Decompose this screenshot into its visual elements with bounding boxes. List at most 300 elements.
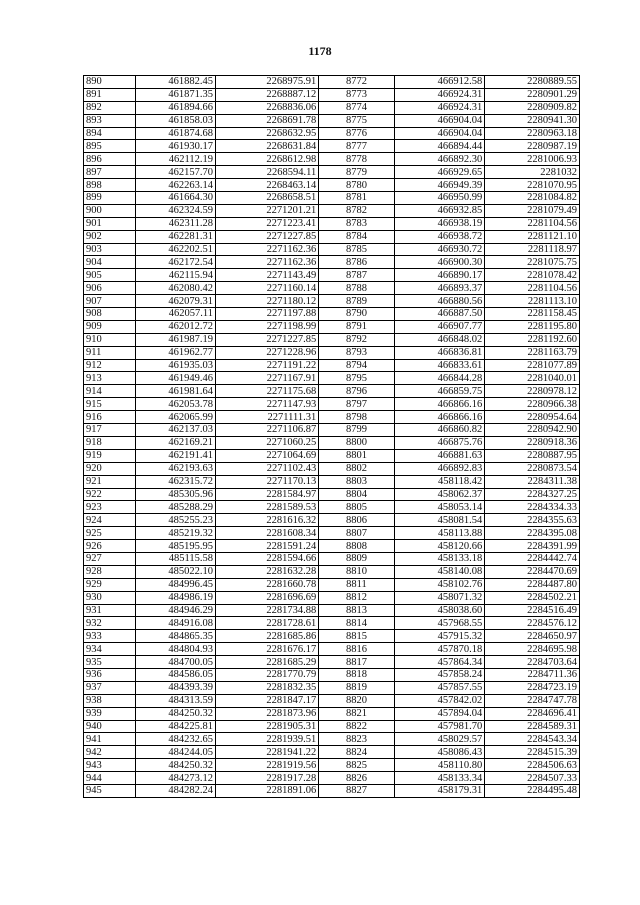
point-number-left: 934 [84, 643, 136, 656]
y-coordinate-left: 2268594.11 [215, 166, 318, 179]
x-coordinate-right: 466848.02 [394, 333, 484, 346]
table-row [84, 153, 580, 166]
point-number-right: 8804 [319, 488, 395, 501]
table-row [84, 565, 580, 578]
y-coordinate-left: 2271227.85 [215, 230, 318, 243]
point-number-right: 8787 [319, 269, 395, 282]
x-coordinate-left: 484273.12 [136, 772, 216, 785]
table-row [84, 88, 580, 101]
y-coordinate-right: 2281118.97 [485, 243, 580, 256]
x-coordinate-right: 466924.31 [394, 88, 484, 101]
y-coordinate-right: 2281163.79 [485, 346, 580, 359]
x-coordinate-left: 485255.23 [136, 514, 216, 527]
point-number-right: 8781 [319, 192, 395, 205]
y-coordinate-right: 2281032 [485, 166, 580, 179]
table-row [84, 475, 580, 488]
y-coordinate-left: 2281847.17 [215, 694, 318, 707]
table-row [84, 256, 580, 269]
table-row [84, 308, 580, 321]
point-number-right: 8809 [319, 552, 395, 565]
point-number-right: 8818 [319, 668, 395, 681]
x-coordinate-left: 484946.29 [136, 604, 216, 617]
x-coordinate-right: 466887.50 [394, 308, 484, 321]
x-coordinate-right: 466892.30 [394, 153, 484, 166]
y-coordinate-right: 2284395.08 [485, 527, 580, 540]
y-coordinate-right: 2280887.95 [485, 449, 580, 462]
table-row [84, 514, 580, 527]
table-row [84, 449, 580, 462]
point-number-left: 895 [84, 140, 136, 153]
x-coordinate-right: 466929.65 [394, 166, 484, 179]
x-coordinate-left: 462137.03 [136, 424, 216, 437]
y-coordinate-right: 2281195.80 [485, 320, 580, 333]
x-coordinate-right: 457842.02 [394, 694, 484, 707]
y-coordinate-right: 2284703.64 [485, 656, 580, 669]
coordinates-table-body [84, 76, 580, 798]
x-coordinate-left: 461894.66 [136, 101, 216, 114]
x-coordinate-right: 466880.56 [394, 295, 484, 308]
point-number-right: 8789 [319, 295, 395, 308]
y-coordinate-left: 2281660.78 [215, 578, 318, 591]
x-coordinate-right: 458179.31 [394, 784, 484, 797]
point-number-left: 924 [84, 514, 136, 527]
x-coordinate-left: 484313.59 [136, 694, 216, 707]
x-coordinate-left: 461935.03 [136, 359, 216, 372]
y-coordinate-left: 2271201.21 [215, 204, 318, 217]
y-coordinate-right: 2280978.12 [485, 385, 580, 398]
point-number-left: 910 [84, 333, 136, 346]
point-number-right: 8807 [319, 527, 395, 540]
x-coordinate-right: 457870.18 [394, 643, 484, 656]
table-row [84, 192, 580, 205]
x-coordinate-right: 458118.42 [394, 475, 484, 488]
x-coordinate-right: 466894.44 [394, 140, 484, 153]
y-coordinate-left: 2271191.22 [215, 359, 318, 372]
y-coordinate-left: 2268691.78 [215, 114, 318, 127]
x-coordinate-left: 462157.70 [136, 166, 216, 179]
y-coordinate-left: 2281589.53 [215, 501, 318, 514]
y-coordinate-left: 2281905.31 [215, 720, 318, 733]
y-coordinate-right: 2284589.31 [485, 720, 580, 733]
y-coordinate-right: 2281040.01 [485, 372, 580, 385]
y-coordinate-left: 2268463.14 [215, 179, 318, 192]
table-row [84, 488, 580, 501]
y-coordinate-left: 2281696.69 [215, 591, 318, 604]
table-row [84, 591, 580, 604]
point-number-left: 902 [84, 230, 136, 243]
y-coordinate-right: 2281158.45 [485, 308, 580, 321]
x-coordinate-right: 458133.34 [394, 772, 484, 785]
table-row [84, 772, 580, 785]
x-coordinate-right: 466912.58 [394, 76, 484, 89]
point-number-right: 8797 [319, 398, 395, 411]
point-number-left: 937 [84, 681, 136, 694]
point-number-left: 909 [84, 320, 136, 333]
x-coordinate-right: 466893.37 [394, 282, 484, 295]
point-number-left: 908 [84, 308, 136, 321]
point-number-left: 891 [84, 88, 136, 101]
table-row [84, 385, 580, 398]
x-coordinate-right: 458086.43 [394, 746, 484, 759]
y-coordinate-left: 2268632.95 [215, 127, 318, 140]
x-coordinate-right: 466924.31 [394, 101, 484, 114]
point-number-right: 8802 [319, 462, 395, 475]
point-number-left: 945 [84, 784, 136, 797]
y-coordinate-right: 2284391.99 [485, 540, 580, 553]
point-number-right: 8822 [319, 720, 395, 733]
point-number-right: 8773 [319, 88, 395, 101]
x-coordinate-left: 484586.05 [136, 668, 216, 681]
point-number-right: 8826 [319, 772, 395, 785]
page-number: 1178 [308, 44, 332, 58]
y-coordinate-left: 2268975.91 [215, 76, 318, 89]
x-coordinate-left: 461871.35 [136, 88, 216, 101]
y-coordinate-right: 2280918.36 [485, 436, 580, 449]
point-number-left: 925 [84, 527, 136, 540]
x-coordinate-left: 462311.28 [136, 217, 216, 230]
table-row [84, 295, 580, 308]
x-coordinate-right: 466881.63 [394, 449, 484, 462]
table-row [84, 643, 580, 656]
y-coordinate-right: 2284695.98 [485, 643, 580, 656]
point-number-right: 8819 [319, 681, 395, 694]
y-coordinate-left: 2281584.97 [215, 488, 318, 501]
point-number-left: 916 [84, 411, 136, 424]
x-coordinate-left: 461874.68 [136, 127, 216, 140]
y-coordinate-right: 2284515.39 [485, 746, 580, 759]
point-number-right: 8775 [319, 114, 395, 127]
x-coordinate-right: 466844.28 [394, 372, 484, 385]
y-coordinate-right: 2284311.38 [485, 475, 580, 488]
point-number-left: 928 [84, 565, 136, 578]
y-coordinate-left: 2271223.41 [215, 217, 318, 230]
point-number-left: 911 [84, 346, 136, 359]
y-coordinate-right: 2284487.80 [485, 578, 580, 591]
point-number-left: 890 [84, 76, 136, 89]
x-coordinate-right: 458102.76 [394, 578, 484, 591]
point-number-right: 8815 [319, 630, 395, 643]
point-number-right: 8796 [319, 385, 395, 398]
y-coordinate-right: 2280954.64 [485, 411, 580, 424]
table-row [84, 501, 580, 514]
point-number-left: 894 [84, 127, 136, 140]
x-coordinate-left: 484232.65 [136, 733, 216, 746]
y-coordinate-right: 2281121.10 [485, 230, 580, 243]
table-row [84, 359, 580, 372]
point-number-left: 931 [84, 604, 136, 617]
table-row [84, 320, 580, 333]
coordinates-table [83, 75, 580, 798]
y-coordinate-right: 2284495.48 [485, 784, 580, 797]
table-row [84, 540, 580, 553]
y-coordinate-left: 2271227.85 [215, 333, 318, 346]
x-coordinate-left: 462172.54 [136, 256, 216, 269]
table-row [84, 127, 580, 140]
point-number-left: 893 [84, 114, 136, 127]
y-coordinate-right: 2281078.42 [485, 269, 580, 282]
point-number-left: 904 [84, 256, 136, 269]
point-number-left: 901 [84, 217, 136, 230]
x-coordinate-left: 484250.32 [136, 707, 216, 720]
x-coordinate-right: 457968.55 [394, 617, 484, 630]
x-coordinate-right: 466907.77 [394, 320, 484, 333]
point-number-left: 943 [84, 759, 136, 772]
y-coordinate-left: 2281919.56 [215, 759, 318, 772]
x-coordinate-left: 484393.39 [136, 681, 216, 694]
y-coordinate-left: 2281676.17 [215, 643, 318, 656]
table-row [84, 527, 580, 540]
table-row [84, 604, 580, 617]
point-number-right: 8786 [319, 256, 395, 269]
x-coordinate-left: 484804.93 [136, 643, 216, 656]
point-number-right: 8823 [319, 733, 395, 746]
point-number-right: 8810 [319, 565, 395, 578]
y-coordinate-right: 2284723.19 [485, 681, 580, 694]
table-row [84, 166, 580, 179]
x-coordinate-left: 484916.08 [136, 617, 216, 630]
point-number-left: 938 [84, 694, 136, 707]
point-number-right: 8794 [319, 359, 395, 372]
table-row [84, 282, 580, 295]
y-coordinate-right: 2284516.49 [485, 604, 580, 617]
table-row [84, 372, 580, 385]
point-number-left: 919 [84, 449, 136, 462]
point-number-right: 8824 [319, 746, 395, 759]
point-number-right: 8791 [319, 320, 395, 333]
table-row [84, 114, 580, 127]
point-number-right: 8792 [319, 333, 395, 346]
point-number-left: 939 [84, 707, 136, 720]
x-coordinate-left: 462324.59 [136, 204, 216, 217]
table-row [84, 462, 580, 475]
y-coordinate-left: 2281728.61 [215, 617, 318, 630]
point-number-left: 940 [84, 720, 136, 733]
x-coordinate-left: 462263.14 [136, 179, 216, 192]
x-coordinate-right: 458133.18 [394, 552, 484, 565]
x-coordinate-right: 458071.32 [394, 591, 484, 604]
point-number-left: 903 [84, 243, 136, 256]
y-coordinate-left: 2271147.93 [215, 398, 318, 411]
point-number-left: 900 [84, 204, 136, 217]
x-coordinate-left: 462315.72 [136, 475, 216, 488]
x-coordinate-left: 461981.64 [136, 385, 216, 398]
y-coordinate-left: 2271111.31 [215, 411, 318, 424]
x-coordinate-right: 458110.80 [394, 759, 484, 772]
point-number-left: 929 [84, 578, 136, 591]
y-coordinate-right: 2280873.54 [485, 462, 580, 475]
y-coordinate-right: 2280909.82 [485, 101, 580, 114]
x-coordinate-right: 466904.04 [394, 114, 484, 127]
point-number-right: 8780 [319, 179, 395, 192]
y-coordinate-left: 2271197.88 [215, 308, 318, 321]
y-coordinate-left: 2271170.13 [215, 475, 318, 488]
point-number-left: 896 [84, 153, 136, 166]
x-coordinate-left: 462193.63 [136, 462, 216, 475]
x-coordinate-left: 484865.35 [136, 630, 216, 643]
point-number-right: 8805 [319, 501, 395, 514]
table-row [84, 76, 580, 89]
point-number-left: 944 [84, 772, 136, 785]
table-row [84, 204, 580, 217]
x-coordinate-right: 458120.66 [394, 540, 484, 553]
table-row [84, 694, 580, 707]
y-coordinate-left: 2281632.28 [215, 565, 318, 578]
y-coordinate-right: 2284711.36 [485, 668, 580, 681]
y-coordinate-left: 2271228.96 [215, 346, 318, 359]
x-coordinate-right: 458081.54 [394, 514, 484, 527]
table-row [84, 398, 580, 411]
table-row [84, 243, 580, 256]
x-coordinate-right: 466950.99 [394, 192, 484, 205]
y-coordinate-right: 2284355.63 [485, 514, 580, 527]
x-coordinate-right: 458062.37 [394, 488, 484, 501]
point-number-right: 8798 [319, 411, 395, 424]
y-coordinate-right: 2284327.25 [485, 488, 580, 501]
point-number-left: 926 [84, 540, 136, 553]
table-row [84, 681, 580, 694]
x-coordinate-right: 466836.81 [394, 346, 484, 359]
table-row [84, 140, 580, 153]
table-row [84, 617, 580, 630]
table-row [84, 346, 580, 359]
point-number-left: 913 [84, 372, 136, 385]
point-number-left: 899 [84, 192, 136, 205]
y-coordinate-right: 2280901.29 [485, 88, 580, 101]
y-coordinate-right: 2281006.93 [485, 153, 580, 166]
y-coordinate-left: 2268612.98 [215, 153, 318, 166]
y-coordinate-right: 2284747.78 [485, 694, 580, 707]
table-row [84, 333, 580, 346]
y-coordinate-left: 2281594.66 [215, 552, 318, 565]
table-row [84, 230, 580, 243]
y-coordinate-right: 2281075.75 [485, 256, 580, 269]
x-coordinate-right: 458113.88 [394, 527, 484, 540]
y-coordinate-right: 2280966.38 [485, 398, 580, 411]
y-coordinate-right: 2281070.95 [485, 179, 580, 192]
x-coordinate-left: 484996.45 [136, 578, 216, 591]
y-coordinate-right: 2280942.90 [485, 424, 580, 437]
y-coordinate-right: 2281084.82 [485, 192, 580, 205]
point-number-left: 923 [84, 501, 136, 514]
point-number-left: 942 [84, 746, 136, 759]
y-coordinate-right: 2284507.33 [485, 772, 580, 785]
y-coordinate-left: 2268887.12 [215, 88, 318, 101]
x-coordinate-left: 462057.11 [136, 308, 216, 321]
x-coordinate-right: 466892.83 [394, 462, 484, 475]
y-coordinate-left: 2271162.36 [215, 256, 318, 269]
x-coordinate-left: 485219.32 [136, 527, 216, 540]
y-coordinate-left: 2281734.88 [215, 604, 318, 617]
point-number-right: 8803 [319, 475, 395, 488]
y-coordinate-right: 2281079.49 [485, 204, 580, 217]
point-number-left: 906 [84, 282, 136, 295]
y-coordinate-left: 2271064.69 [215, 449, 318, 462]
y-coordinate-left: 2281941.22 [215, 746, 318, 759]
x-coordinate-left: 462079.31 [136, 295, 216, 308]
x-coordinate-right: 458038.60 [394, 604, 484, 617]
y-coordinate-right: 2280963.18 [485, 127, 580, 140]
y-coordinate-right: 2284502.21 [485, 591, 580, 604]
point-number-right: 8800 [319, 436, 395, 449]
x-coordinate-left: 484282.24 [136, 784, 216, 797]
y-coordinate-left: 2271160.14 [215, 282, 318, 295]
x-coordinate-left: 462080.42 [136, 282, 216, 295]
point-number-right: 8825 [319, 759, 395, 772]
table-row [84, 656, 580, 669]
point-number-left: 897 [84, 166, 136, 179]
x-coordinate-left: 462115.94 [136, 269, 216, 282]
table-row [84, 217, 580, 230]
table-row [84, 552, 580, 565]
point-number-left: 927 [84, 552, 136, 565]
point-number-right: 8827 [319, 784, 395, 797]
x-coordinate-right: 457915.32 [394, 630, 484, 643]
point-number-right: 8806 [319, 514, 395, 527]
y-coordinate-left: 2268631.84 [215, 140, 318, 153]
y-coordinate-right: 2281113.10 [485, 295, 580, 308]
x-coordinate-left: 485305.96 [136, 488, 216, 501]
y-coordinate-left: 2271102.43 [215, 462, 318, 475]
point-number-right: 8790 [319, 308, 395, 321]
point-number-right: 8779 [319, 166, 395, 179]
x-coordinate-right: 458053.14 [394, 501, 484, 514]
point-number-right: 8774 [319, 101, 395, 114]
point-number-left: 936 [84, 668, 136, 681]
y-coordinate-right: 2284506.63 [485, 759, 580, 772]
table-row [84, 269, 580, 282]
x-coordinate-right: 458140.08 [394, 565, 484, 578]
point-number-right: 8783 [319, 217, 395, 230]
y-coordinate-left: 2281917.28 [215, 772, 318, 785]
x-coordinate-left: 461858.03 [136, 114, 216, 127]
point-number-right: 8813 [319, 604, 395, 617]
table-row [84, 630, 580, 643]
y-coordinate-left: 2271106.87 [215, 424, 318, 437]
point-number-left: 905 [84, 269, 136, 282]
x-coordinate-left: 484986.19 [136, 591, 216, 604]
point-number-right: 8817 [319, 656, 395, 669]
y-coordinate-right: 2281077.89 [485, 359, 580, 372]
x-coordinate-left: 485115.58 [136, 552, 216, 565]
x-coordinate-left: 461949.46 [136, 372, 216, 385]
table-row [84, 720, 580, 733]
x-coordinate-left: 461962.77 [136, 346, 216, 359]
x-coordinate-left: 462202.51 [136, 243, 216, 256]
y-coordinate-left: 2271143.49 [215, 269, 318, 282]
x-coordinate-left: 461930.17 [136, 140, 216, 153]
point-number-right: 8772 [319, 76, 395, 89]
point-number-right: 8776 [319, 127, 395, 140]
x-coordinate-left: 484700.05 [136, 656, 216, 669]
y-coordinate-right: 2284576.12 [485, 617, 580, 630]
x-coordinate-right: 457857.55 [394, 681, 484, 694]
x-coordinate-right: 466900.30 [394, 256, 484, 269]
y-coordinate-right: 2284470.69 [485, 565, 580, 578]
x-coordinate-right: 466949.39 [394, 179, 484, 192]
x-coordinate-right: 466932.85 [394, 204, 484, 217]
x-coordinate-left: 462191.41 [136, 449, 216, 462]
y-coordinate-left: 2281770.79 [215, 668, 318, 681]
x-coordinate-left: 485195.95 [136, 540, 216, 553]
x-coordinate-left: 462065.99 [136, 411, 216, 424]
y-coordinate-right: 2281192.60 [485, 333, 580, 346]
point-number-left: 941 [84, 733, 136, 746]
y-coordinate-right: 2281104.56 [485, 217, 580, 230]
y-coordinate-left: 2271198.99 [215, 320, 318, 333]
point-number-left: 930 [84, 591, 136, 604]
y-coordinate-left: 2268658.51 [215, 192, 318, 205]
point-number-left: 933 [84, 630, 136, 643]
